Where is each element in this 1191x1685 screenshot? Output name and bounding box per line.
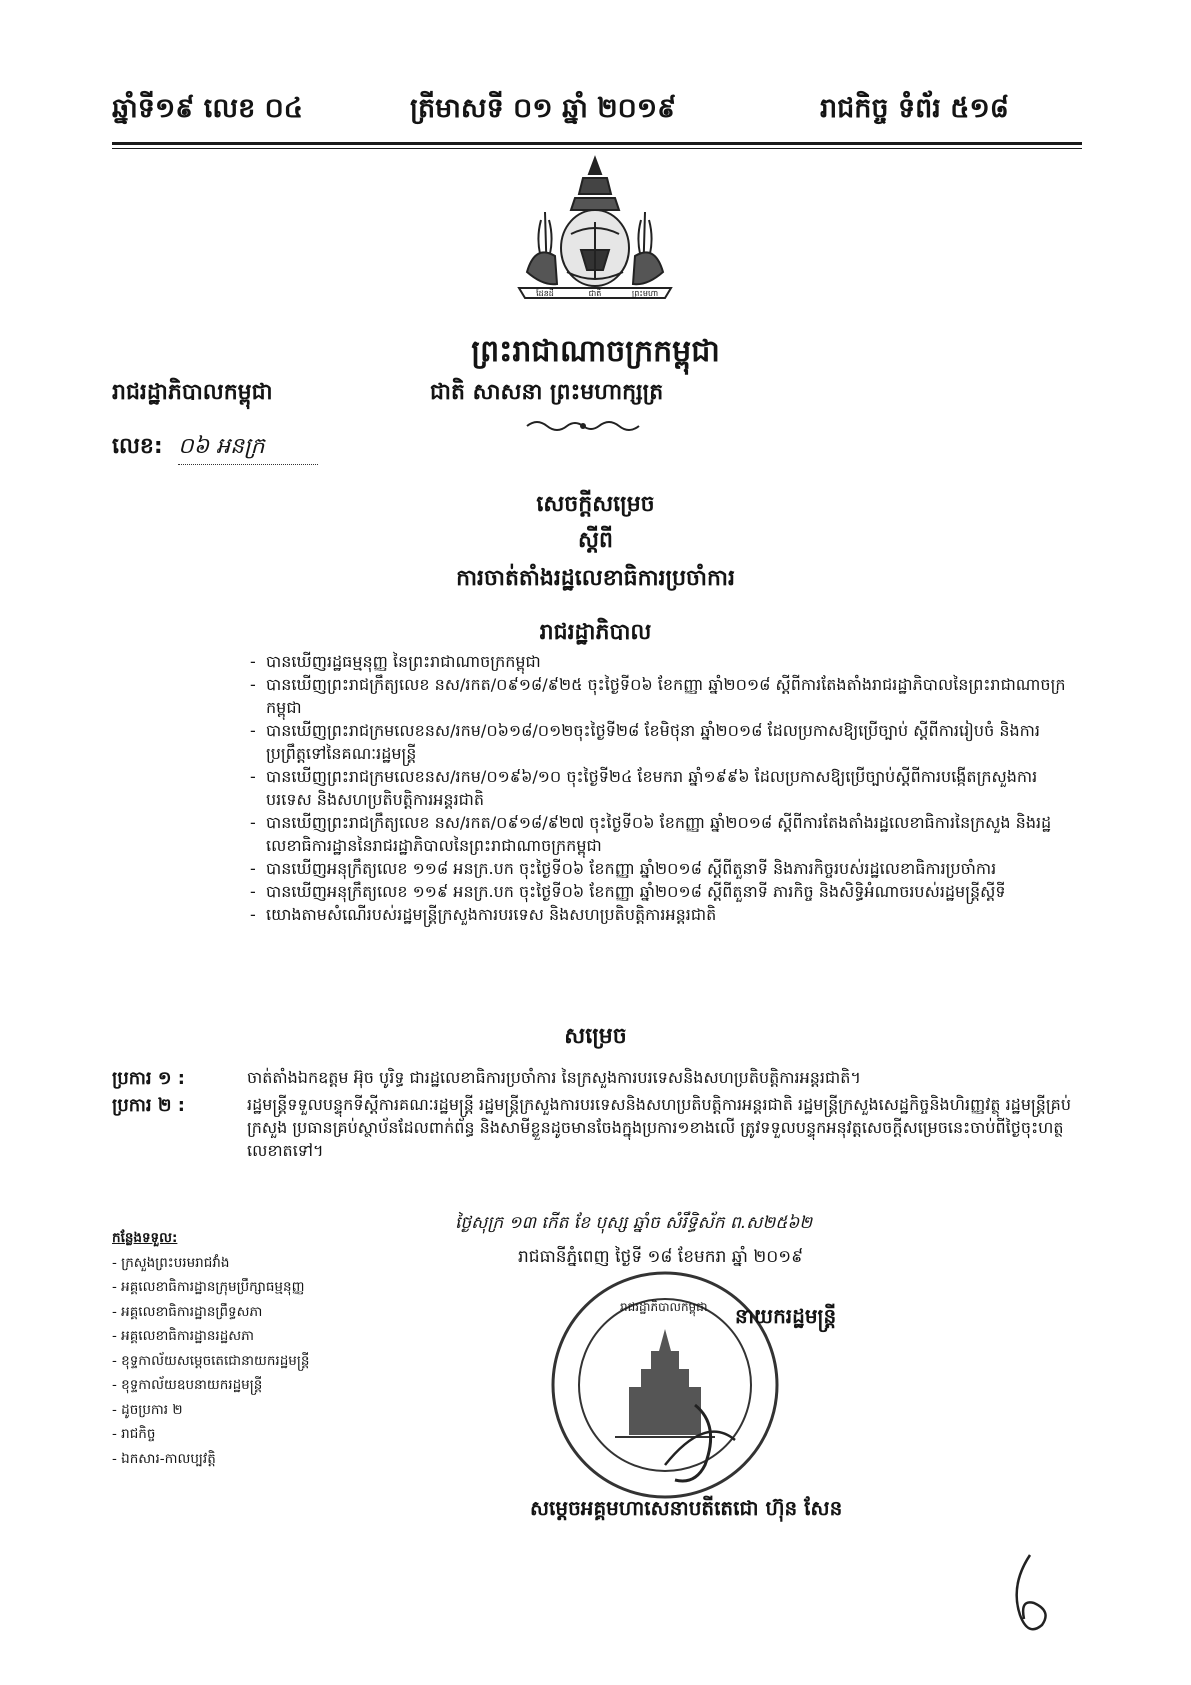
cc-item-label: ដូចប្រការ ២: [121, 1401, 183, 1418]
gazette-page: រាជកិច្ច ទំព័រ ៥១៨: [820, 93, 1009, 124]
cc-list: [112, 1226, 442, 1471]
consideration-item: - បានឃើញរដ្ឋធម្មនុញ្ញ នៃព្រះរាជាណាចក្រកម្ពុជា: [250, 650, 1070, 673]
cc-item: - ខុទ្ទកាល័យឧបនាយករដ្ឋមន្ត្រី: [112, 1377, 263, 1393]
emblem-banner-left: ដែនដី: [536, 289, 554, 298]
cc-item-label: អគ្គលេខាធិការដ្ឋានក្រុមប្រឹក្សាធម្មនុញ្ញ: [121, 1279, 305, 1295]
consideration-item: - បានឃើញព្រះរាជក្រឹត្យលេខ នស/រកត/០៩១៨/៩២៥ ចុះថ្ងៃទី០៦ ខែកញ្ញា ឆ្នាំ២០១៨ ស្តីពីការតែងតាំងរាជរដ្ឋាភិបាលនៃព្រះរាជាណាចក្រកម្ពុជា: [250, 673, 1070, 719]
cc-item: - អគ្គលេខាធិការដ្ឋានព្រឹទ្ធសភា: [112, 1303, 263, 1320]
cc-item: - ឯកសារ-កាលប្បវត្តិ: [112, 1450, 216, 1467]
decides-heading: សម្រេច: [564, 1024, 627, 1049]
cc-item: - រាជកិច្ច: [112, 1426, 156, 1442]
lunar-date: ថ្ងៃសុក្រ ១៣ កើត ខែ បុស្ស ឆ្នាំច សំរឹទ្ធិស័ក ព.ស២៥៦២: [455, 1213, 813, 1233]
decision-on: ស្តីពី: [578, 528, 613, 553]
consideration-item: - បានឃើញអនុក្រឹត្យលេខ ១១៩ អនក្រ.បក ចុះថ្ងៃទី០៦ ខែកញ្ញា ឆ្នាំ២០១៨ ស្តីពីតួនាទី ភារកិច្ច និងសិទ្ធិអំណាចរបស់រដ្ឋមន្ត្រីស្តីទី: [250, 880, 1070, 903]
gazette-quarter-year: ត្រីមាសទី ០១ ឆ្នាំ ២០១៩: [410, 93, 677, 124]
initials-mark-icon: [1000, 1545, 1060, 1645]
decision-subject: ការចាត់តាំងរដ្ឋលេខាធិការប្រចាំការ: [456, 566, 735, 591]
cc-item-label: ខុទ្ទកាល័យសម្តេចតេជោនាយករដ្ឋមន្ត្រី: [121, 1352, 310, 1369]
cc-item-label: ក្រសួងព្រះបរមរាជវាំង: [121, 1254, 230, 1271]
cc-title: កន្លែងទទួល:: [112, 1230, 178, 1246]
considerations-list: [250, 650, 1070, 926]
cc-item: - អគ្គលេខាធិការដ្ឋានក្រុមប្រឹក្សាធម្មនុញ្ញ: [112, 1279, 305, 1295]
cc-item-label: អគ្គលេខាធិការដ្ឋានព្រឹទ្ធសភា: [121, 1303, 263, 1320]
signatory-name: សម្តេចអគ្គមហាសេនាបតីតេជោ ហ៊ុន សែន: [530, 1496, 843, 1520]
signatory-title: នាយករដ្ឋមន្ត្រី: [735, 1304, 837, 1328]
government-heading: រាជរដ្ឋាភិបាល: [539, 620, 652, 645]
kingdom-title: ព្រះរាជាណាចក្រកម្ពុជា: [471, 334, 720, 369]
consideration-item: - បានឃើញព្រះរាជក្រមលេខនស/រកម/០១៩៦/១០ ចុះថ្ងៃទី២៤ ខែមករា ឆ្នាំ១៩៩៦ ដែលប្រកាសឱ្យប្រើច្បាប់ស្តីពីការបង្កើតក្រសួងការបរទេស និងសហប្រតិបត្តិការអន្តរជាតិ: [250, 765, 1070, 811]
number-label: លេខ:: [112, 434, 163, 459]
ornament-divider-icon: [523, 418, 643, 434]
article-1-label: ប្រការ ១ :: [112, 1068, 185, 1089]
consideration-item: - បានឃើញអនុក្រឹត្យលេខ ១១៨ អនក្រ.បក ចុះថ្ងៃទី០៦ ខែកញ្ញា ឆ្នាំ២០១៨ ស្តីពីតួនាទី និងភារកិច្ចរបស់រដ្ឋលេខាធិការប្រចាំការ: [250, 857, 1070, 880]
gazette-year-issue: ឆ្នាំទី១៩ លេខ ០៤: [112, 93, 303, 124]
article-2-label: ប្រការ ២ :: [112, 1095, 185, 1116]
cc-item-label: ឯកសារ-កាលប្បវត្តិ: [121, 1450, 216, 1467]
emblem-banner-right: ព្រះមហា: [631, 289, 659, 298]
consideration-item: - បានឃើញព្រះរាជក្រឹត្យលេខ នស/រកត/០៩១៨/៩២៧ ចុះថ្ងៃទី០៦ ខែកញ្ញា ឆ្នាំ២០១៨ ស្តីពីការតែងតាំងរដ្ឋលេខាធិការនៃក្រសួង និងរដ្ឋលេខាធិការដ្ឋាននៃរាជរដ្ឋាភិបាលនៃព្រះរាជាណាចក្រកម្ពុជា: [250, 811, 1070, 857]
header-rule: [112, 142, 1082, 145]
cc-item: - ក្រសួងព្រះបរមរាជវាំង: [112, 1254, 230, 1271]
consideration-item: - បានឃើញព្រះរាជក្រមលេខនស/រកម/០៦១៨/០១២ចុះថ្ងៃទី២៨ ខែមិថុនា ឆ្នាំ២០១៨ ដែលប្រកាសឱ្យប្រើច្បាប់ ស្តីពីការរៀបចំ និងការប្រព្រឹត្តទៅនៃគណៈរដ្ឋមន្ត្រី: [250, 719, 1070, 765]
consideration-item: - យោងតាមសំណើរបស់រដ្ឋមន្ត្រីក្រសួងការបរទេស និងសហប្រតិបត្តិការអន្តរជាតិ: [250, 903, 1070, 926]
cc-item: - អគ្គលេខាធិការដ្ឋានរដ្ឋសភា: [112, 1328, 254, 1344]
place-date: រាជធានីភ្នំពេញ ថ្ងៃទី ១៨ ខែមករា ឆ្នាំ ២០១៩: [518, 1247, 804, 1267]
motto: ជាតិ សាសនា ព្រះមហាក្សត្រ: [430, 380, 664, 405]
cc-item: - ដូចប្រការ ២: [112, 1401, 183, 1418]
seal-label: រាជរដ្ឋាភិបាលកម្ពុជា: [620, 1300, 708, 1314]
cc-item: - ខុទ្ទកាល័យសម្តេចតេជោនាយករដ្ឋមន្ត្រី: [112, 1352, 310, 1369]
header-rule-thin: [112, 148, 1082, 149]
number-value: ០៦ អនក្រ: [178, 432, 318, 465]
cc-item-label: រាជកិច្ច: [121, 1426, 156, 1442]
cc-item-label: ខុទ្ទកាល័យឧបនាយករដ្ឋមន្ត្រី: [121, 1377, 263, 1393]
issuer: រាជរដ្ឋាភិបាលកម្ពុជា: [112, 380, 273, 405]
article-1-text: ចាត់តាំងឯកឧត្តម អ៊ុច បូរិទ្ធ ជារដ្ឋលេខាធិការប្រចាំការ នៃក្រសួងការបរទេសនិងសហប្រតិបត្តិការអន្តរជាតិ។: [247, 1068, 861, 1087]
cc-item-label: អគ្គលេខាធិការដ្ឋានរដ្ឋសភា: [121, 1328, 254, 1344]
emblem-banner-mid: ជាតិ: [588, 289, 602, 298]
decision-title: សេចក្តីសម្រេច: [536, 492, 655, 517]
article-2-text: រដ្ឋមន្ត្រីទទួលបន្ទុកទីស្តីការគណៈរដ្ឋមន្ត្រី រដ្ឋមន្ត្រីក្រសួងការបរទេសនិងសហប្រតិបត្តិការអន្តរជាតិ រដ្ឋមន្ត្រីក្រសួងសេដ្ឋកិច្ចនិងហិរញ្ញវត្ថុ រដ្ឋមន្ត្រីគ្រប់ក្រសួង ប្រធានគ្រប់ស្ថាប័នដែលពាក់ព័ន្ធ និងសាមីខ្លួនដូចមានចែងក្នុងប្រការ១ខាងលើ ត្រូវទទួលបន្ទុកអនុវត្តសេចក្តីសម្រេចនេះចាប់ពីថ្ងៃចុះហត្ថលេខាតទៅ។: [247, 1095, 1071, 1160]
